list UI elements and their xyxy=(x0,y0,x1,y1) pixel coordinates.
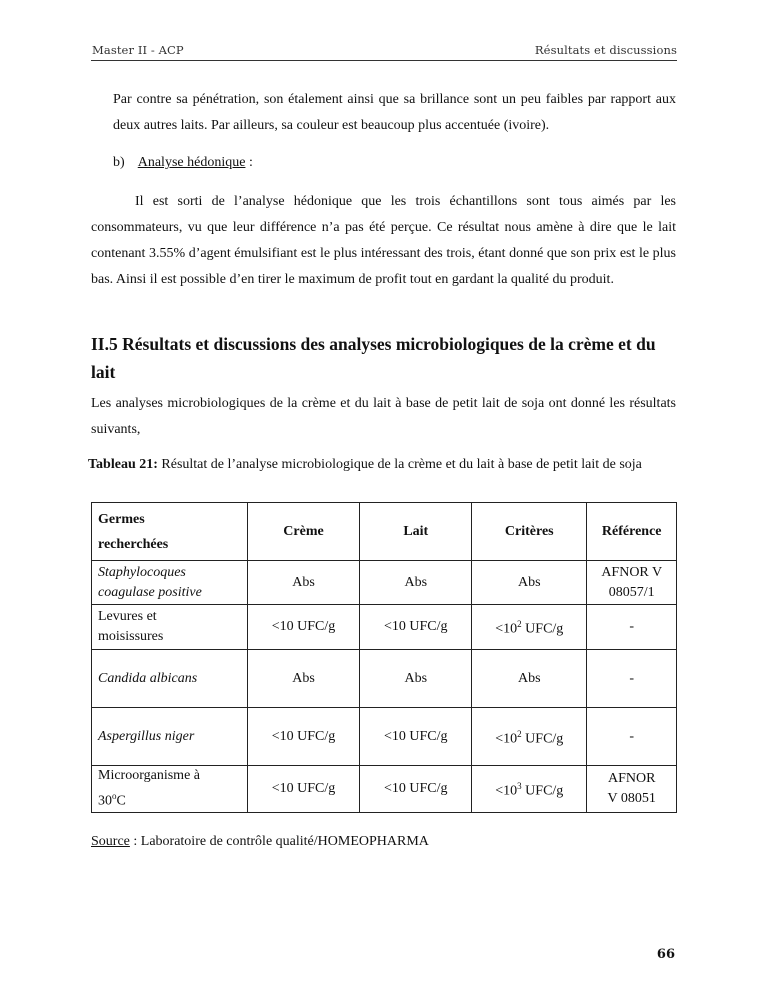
list-label: b) xyxy=(113,155,125,170)
table-row xyxy=(92,708,677,766)
germ-line2: coagulase positive xyxy=(98,584,202,600)
germ-line1: Microorganisme à xyxy=(98,768,200,783)
header-germs-line2: recherchées xyxy=(98,536,169,552)
creme-cell: Abs xyxy=(247,650,360,708)
criteria-exponent: 2 xyxy=(517,619,522,630)
page-number: 66 xyxy=(656,947,675,962)
creme-cell: <10 UFC/g xyxy=(247,605,360,650)
micro-intro-paragraph: Les analyses microbiologiques de la crème et du lait à base de petit lait de soja ont donné les résultats suivants, xyxy=(91,396,676,437)
page-header xyxy=(91,42,677,61)
table-source xyxy=(91,834,429,850)
criteria-exponent: 2 xyxy=(517,728,522,739)
reference-cell xyxy=(587,766,677,813)
reference-line2: V 08051 xyxy=(607,790,656,806)
header-lait: Lait xyxy=(360,503,472,561)
criteria-base: <10 xyxy=(495,783,518,799)
intro-paragraph: Par contre sa pénétration, son étalement ainsi que sa brillance sont un peu faibles par rapport aux deux autres laits. Par ailleurs, sa couleur est beaucoup plus accentuée (ivoire). xyxy=(113,92,676,133)
germ-cell: Candida albicans xyxy=(92,650,248,708)
reference-cell: - xyxy=(587,605,677,650)
germ-line1: Staphylocoques xyxy=(98,564,186,580)
germ-line2: 30 xyxy=(98,793,112,809)
degree-sup: o xyxy=(112,791,117,801)
criteria-exponent: 3 xyxy=(517,781,522,791)
header-reference: Référence xyxy=(587,503,677,561)
section-title: II.5 Résultats et discussions des analyses microbiologiques de la crème et du lait xyxy=(91,334,656,382)
source-label: Source xyxy=(91,834,130,849)
germ-cell: Aspergillus niger xyxy=(92,708,248,766)
criteria-unit: UFC/g xyxy=(521,731,564,747)
germ-line2: moisissures xyxy=(98,629,164,644)
lait-cell: <10 UFC/g xyxy=(360,766,472,813)
list-item-hedonic xyxy=(113,150,253,176)
criteria-unit: UFC/g xyxy=(521,621,564,637)
reference-line1: AFNOR xyxy=(607,770,656,786)
table-row xyxy=(92,605,677,650)
table-row xyxy=(92,766,677,813)
lait-cell: Abs xyxy=(360,561,472,605)
reference-cell: - xyxy=(587,708,677,766)
criteria-cell xyxy=(472,708,587,766)
germ-line1: Levures et xyxy=(98,609,157,624)
criteria-cell xyxy=(472,650,587,708)
reference-line2: 08057/1 xyxy=(608,584,655,600)
table-caption xyxy=(88,457,688,473)
criteria-base: Abs xyxy=(518,670,541,686)
caption-label: Tableau 21: xyxy=(88,457,158,472)
table-header-row xyxy=(92,503,677,561)
lait-cell: Abs xyxy=(360,650,472,708)
creme-cell: <10 UFC/g xyxy=(247,708,360,766)
germ-cell xyxy=(92,605,248,650)
header-creme: Crème xyxy=(247,503,360,561)
table-row xyxy=(92,561,677,605)
germ-cell xyxy=(92,561,248,605)
microbiology-table xyxy=(91,502,677,813)
header-course: Master II - ACP xyxy=(92,43,184,57)
creme-cell: Abs xyxy=(247,561,360,605)
criteria-cell xyxy=(472,766,587,813)
criteria-base: Abs xyxy=(518,574,541,590)
list-title: Analyse hédonique xyxy=(137,155,246,170)
caption-text: Résultat de l’analyse microbiologique de la crème et du lait à base de petit lait de soja xyxy=(157,457,642,472)
germ-cell xyxy=(92,766,248,813)
reference-cell: - xyxy=(587,650,677,708)
source-text: : Laboratoire de contrôle qualité/HOMEOPHARMA xyxy=(129,834,429,849)
criteria-cell xyxy=(472,561,587,605)
hedonic-paragraph: Il est sorti de l’analyse hédonique que les trois échantillons sont tous aimés par les consommateurs, vu que leur différence n’a pas été perçue. Ce résultat nous amène à dire que le lait contenant 3.55% d’agent émulsifiant est le plus intéressant des trois, étant donné que son prix est le plus bas. Ainsi il est possible d’en tirer le maximum de profit tout en gardant la qualité du produit. xyxy=(91,194,676,287)
table-row xyxy=(92,650,677,708)
criteria-base: <10 xyxy=(495,621,518,637)
header-chapter: Résultats et discussions xyxy=(534,43,677,57)
lait-cell: <10 UFC/g xyxy=(360,708,472,766)
germ-unit: C xyxy=(116,793,126,809)
header-germs-line1: Germes xyxy=(98,511,145,527)
criteria-unit: UFC/g xyxy=(521,783,564,799)
criteria-base: <10 xyxy=(495,731,518,747)
reference-cell xyxy=(587,561,677,605)
header-germs xyxy=(92,503,248,561)
lait-cell: <10 UFC/g xyxy=(360,605,472,650)
list-suffix: : xyxy=(245,155,253,170)
creme-cell: <10 UFC/g xyxy=(247,766,360,813)
criteria-cell xyxy=(472,605,587,650)
header-criteres: Critères xyxy=(472,503,587,561)
reference-line1: AFNOR V xyxy=(601,564,663,580)
